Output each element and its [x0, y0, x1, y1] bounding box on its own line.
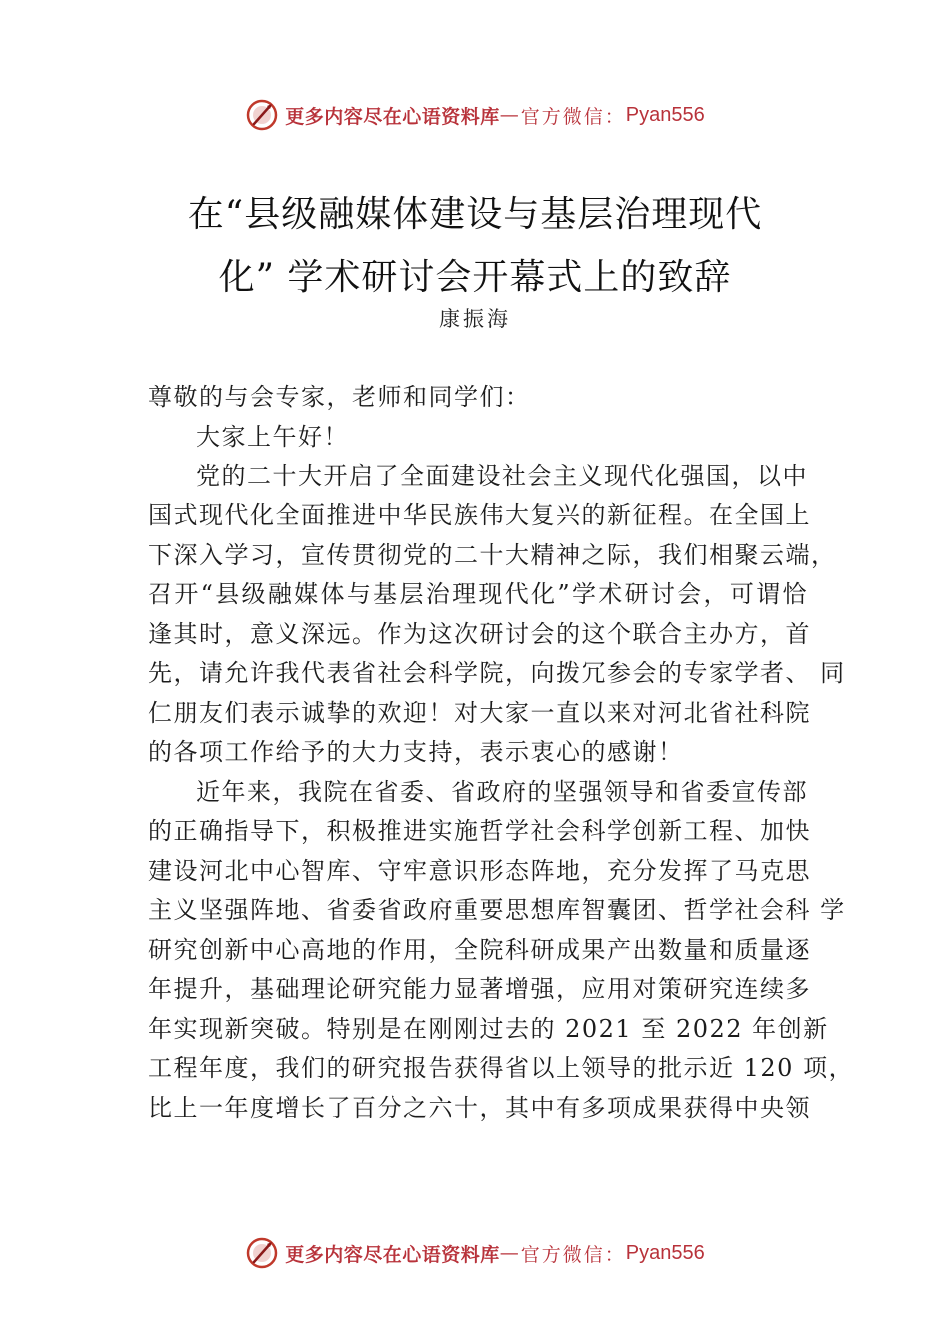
paragraph-line: 仁朋友们表示诚挚的欢迎！对大家一直以来对河北省社科院	[148, 699, 811, 727]
paragraph-line: 主义坚强阵地、省委省政府重要思想库智囊团、哲学社会科 学	[148, 896, 846, 924]
logo-icon	[245, 1236, 279, 1270]
paragraph-line: 的正确指导下，积极推进实施哲学社会科学创新工程、加快	[148, 817, 811, 845]
paragraph-line: 逢其时，意义深远。作为这次研讨会的这个联合主办方，首	[148, 620, 811, 648]
paragraph-line: 先，请允许我代表省社会科学院，向拨冗参会的专家学者、 同	[148, 659, 846, 687]
greeting: 大家上午好！	[196, 423, 349, 451]
banner-wechat-id: Pyan556	[625, 1241, 705, 1264]
banner-main-text: 更多内容尽在心语资料库	[285, 105, 500, 128]
paragraph-line: 党的二十大开启了全面建设社会主义现代化强国，以中	[196, 462, 808, 490]
title-line-2: 化” 学术研讨会开幕式上的致辞	[218, 257, 732, 298]
banner-wechat-label: 官方微信：	[520, 1243, 626, 1266]
banner-wechat-id: Pyan556	[625, 103, 705, 126]
paragraph-line: 比上一年度增长了百分之六十，其中有多项成果获得中央领	[148, 1094, 811, 1122]
banner-main-text: 更多内容尽在心语资料库	[285, 1243, 500, 1266]
paragraph-line: 建设河北中心智库、守牢意识形态阵地，充分发挥了马克思	[148, 857, 811, 885]
paragraph-line: 近年来，我院在省委、省政府的坚强领导和省委宣传部	[196, 778, 808, 806]
title-line-1: 在“县级融媒体建设与基层治理现代	[187, 194, 763, 235]
salutation: 尊敬的与会专家，老师和同学们：	[148, 383, 531, 411]
paragraph-line: 下深入学习，宣传贯彻党的二十大精神之际，我们相聚云端，	[148, 541, 837, 569]
author-name: 康振海	[439, 307, 511, 331]
logo-icon	[245, 98, 279, 132]
paragraph-line: 召开“县级融媒体与基层治理现代化”学术研讨会，可谓恰	[148, 580, 808, 608]
banner-dash: —	[499, 104, 521, 126]
paragraph-line: 年实现新突破。特别是在刚刚过去的 2021 至 2022 年创新	[148, 1015, 829, 1043]
paragraph-line: 国式现代化全面推进中华民族伟大复兴的新征程。在全国上	[148, 501, 811, 529]
paragraph-line: 研究创新中心高地的作用，全院科研成果产出数量和质量逐	[148, 936, 811, 964]
banner-dash: —	[499, 1242, 521, 1264]
paragraph-line: 年提升，基础理论研究能力显著增强，应用对策研究连续多	[148, 975, 811, 1003]
paragraph-line: 的各项工作给予的大力支持，表示衷心的感谢！	[148, 738, 684, 766]
banner-wechat-label: 官方微信：	[520, 105, 626, 128]
footer-banner	[0, 1233, 950, 1273]
header-banner	[0, 95, 950, 135]
paragraph-line: 工程年度，我们的研究报告获得省以上领导的批示近 120 项，	[148, 1054, 855, 1082]
